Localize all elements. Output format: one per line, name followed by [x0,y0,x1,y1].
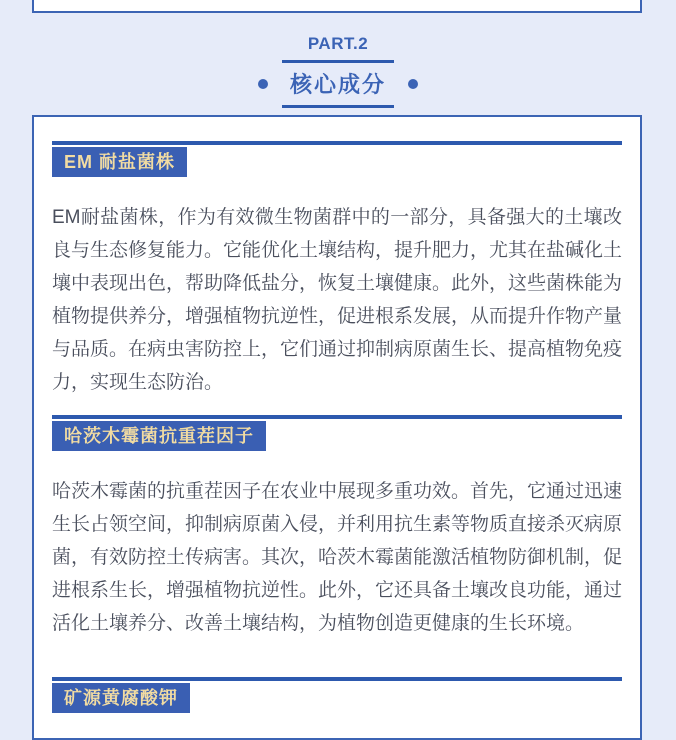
section-rule [52,415,622,419]
previous-card-bottom [32,0,642,13]
section-badge: 矿源黄腐酸钾 [52,683,190,713]
part-label: PART.2 [307,34,369,53]
section-body: 哈茨木霉菌的抗重茬因子在农业中展现多重功效。首先，它通过迅速生长占领空间，抑制病原菌入侵，并利用抗生素等物质直接杀灭病原菌，有效防控土传病害。其次，哈茨木霉菌能激活植物防御机制，促进根系生长，增强植物抗逆性。此外，它还具备土壤改良功能，通过活化土壤养分、改善土壤结构，为植物创造更健康的生长环境。 [52,481,623,634]
bullet-dot-icon [408,79,418,89]
section-rule [52,141,622,145]
bullet-dot-icon [258,79,268,89]
section-rule [52,677,622,681]
content-card [32,115,642,740]
section-trichoderma [52,415,622,640]
section-body: EM耐盐菌株，作为有效微生物菌群中的一部分，具备强大的土壤改良与生态修复能力。它能优化土壤结构，提升肥力，尤其在盐碱化土壤中表现出色，帮助降低盐分，恢复土壤健康。此外，这些菌株能为植物提供养分，增强植物抗逆性，促进根系发展，从而提升作物产量与品质。在病虫害防控上，它们通过抑制病原菌生长、提高植物免疫力，实现生态防治。 [52,207,623,393]
section-fulvic-acid [52,677,622,713]
section-badge: EM 耐盐菌株 [52,147,187,177]
page-title: 核心成分 [282,60,394,108]
page-header [0,34,676,108]
section-em-strain [52,141,622,399]
section-title-row [0,60,676,108]
section-badge: 哈茨木霉菌抗重茬因子 [52,421,266,451]
